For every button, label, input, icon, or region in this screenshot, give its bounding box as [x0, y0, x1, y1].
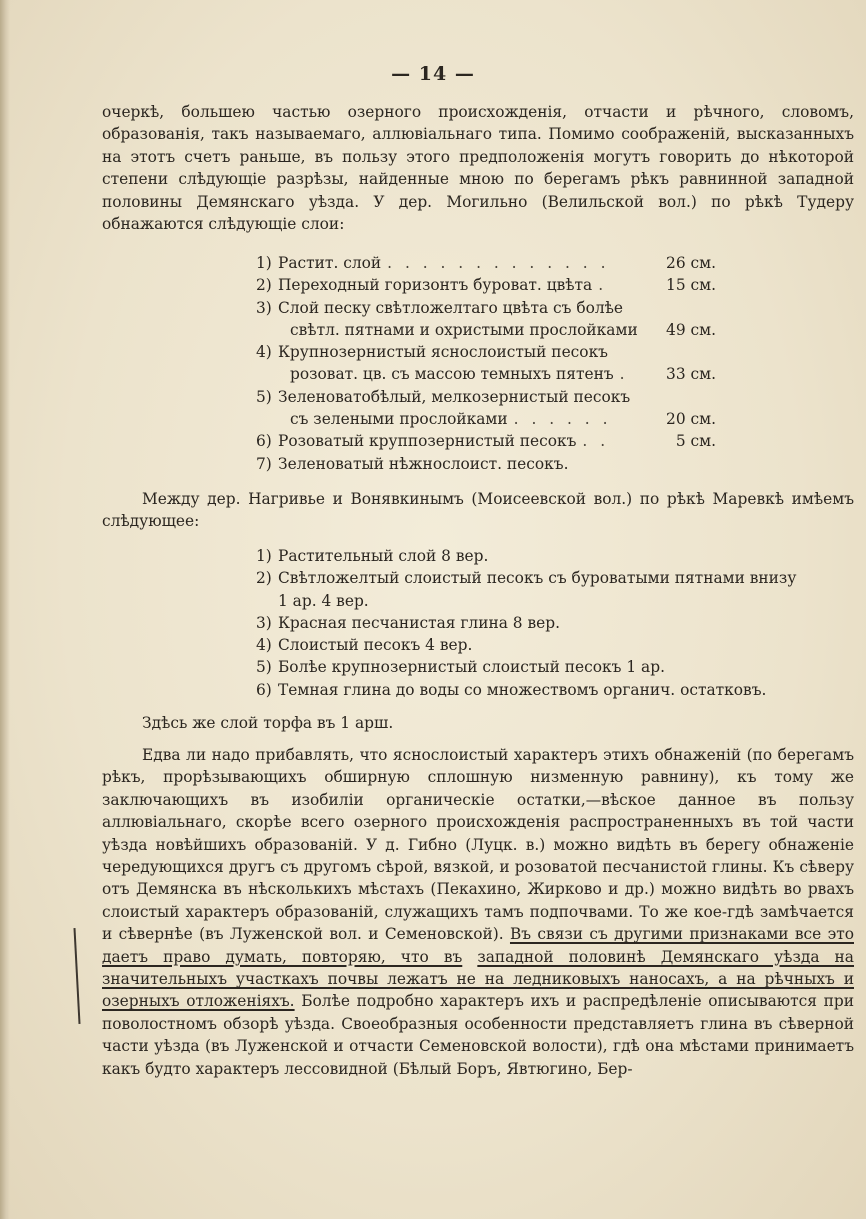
list-item [256, 545, 852, 567]
list-item-value: 20 см. [666, 410, 716, 429]
list-item-number: 4) [256, 636, 272, 655]
page-number: — 14 — [391, 63, 475, 85]
leader-dots: . . [582, 432, 610, 451]
list-item-text: Слоистый песокъ 4 вер. [278, 636, 473, 655]
list-item-value: 33 см. [666, 365, 716, 384]
list-item-continuation [256, 590, 852, 612]
list-item [256, 341, 716, 363]
paragraph-discussion [102, 744, 854, 1080]
list-item-text: Розоватый круппозернистый песокъ [278, 432, 577, 451]
list-item-text: Свѣтложелтый слоистый песокъ съ буроватыми пятнами внизу [278, 569, 797, 588]
list-item-text: розоват. цв. съ массою темныхъ пятенъ [290, 365, 614, 384]
leader-dots: . . . . . . . . . . . . . [387, 254, 610, 272]
paragraph-maravka: Между дер. Нагривье и Вонявкинымъ (Моисеевской вол.) по рѣкѣ Маревкѣ имѣемъ слѣдующее: [102, 490, 854, 531]
list-item-number: 7) [256, 454, 272, 473]
paragraph-text: Едва ли надо прибавлять, что яснослоистый характеръ этихъ обнаженій (по берегамъ рѣкъ, прорѣзывающихъ обширную сплошную низменную равнину), къ тому же заключающихъ въ изобиліи органическіе остатки,—вѣское данное въ пользу аллювіальнаго, скорѣе всего озерного происхожденія распространенныхъ въ той части уѣзда новѣйшихъ образованій. У д. Гибно (Луцк. в.) можно видѣть въ берегу обнаженіе чередующихся другъ съ другомъ сѣрой, вязкой, и розоватой песчанистой глины. Къ сѣверу отъ Демянска въ нѣсколькихъ мѣстахъ (Пекахино, Жирково и др.) можно видѣть во рвахъ слоистый характеръ образованій, служащихъ тамъ подпочвами. То же кое-гдѣ замѣчается и сѣвернѣе (въ Луженской вол. и Семеновской). [102, 746, 854, 944]
list-item-text: Переходный горизонтъ буроват. цвѣта [278, 276, 593, 295]
list-item [256, 567, 852, 589]
underlined-passage: западной половинѣ Демянскаго уѣзда на значительныхъ участкахъ почвы лежатъ не на ледниковыхъ наносахъ, а на рѣчныхъ и озерныхъ отложеніяхъ. [102, 947, 854, 1011]
leader-dots: . [619, 365, 629, 384]
list-item-number: 3) [256, 613, 272, 632]
list-item-number: 2) [256, 276, 272, 295]
list-item-text: свѣтл. пятнами и охристыми прослойками [290, 320, 638, 339]
list-item-text: Зеленоватобѣлый, мелкозернистый песокъ [278, 387, 631, 406]
paragraph-intro: очеркѣ, большею частью озерного происхожденія, отчасти и рѣчного, словомъ, образованія, такъ называемаго, аллювіальнаго типа. Помимо соображеній, высказанныхъ на этотъ счетъ раньше, въ пользу этого предположенія могутъ говорить до нѣкоторой степени слѣдующіе разрѣзы, найденные мною по берегамъ рѣкъ равнинной западной половины Демянскаго уѣзда. У дер. Могильно (Велильской вол.) по рѣкѣ Тудеру обнажаются слѣдующіе слои: [102, 103, 854, 234]
leader-dots: . . . . . . [513, 410, 612, 429]
list-item [256, 297, 716, 319]
list-item [256, 430, 716, 452]
list-item-value: 49 см. [666, 320, 716, 339]
list-item [256, 386, 716, 408]
underlined-passage: Въ связи съ другими признаками все это даетъ право думать, повторяю, что въ [102, 925, 854, 966]
soil-layers-list-nagrivye [256, 545, 852, 701]
paragraph-text: Болѣе подробно характеръ ихъ и распредѣленіе описываются при поволостномъ обзорѣ уѣзда. Своеобразныя особенности представляетъ глина въ сѣверной части уѣзда (въ Луженской и отчасти Семеновской волости), гдѣ она мѣстами принимаетъ какъ будто характеръ лессовидной (Бѣлый Боръ, Явтюгино, Бер- [102, 992, 854, 1078]
list-item-continuation [256, 363, 716, 385]
list-item-text: Растит. слой [278, 254, 382, 272]
list-item-text: Растительный слой 8 вер. [278, 547, 489, 565]
list-item-continuation [256, 319, 716, 341]
leader-dots: . [598, 276, 608, 295]
list-item-value: 5 см. [675, 432, 716, 451]
list-item [256, 679, 852, 701]
list-item [256, 634, 852, 656]
list-item-value: 15 см. [666, 276, 716, 295]
list-item-text: Темная глина до воды со множествомъ органич. остатковъ. [278, 680, 767, 699]
list-item-number: 1) [256, 547, 272, 565]
list-item-value: 26 см. [666, 254, 716, 272]
list-item-text: Красная песчанистая глина 8 вер. [278, 613, 560, 632]
list-item-number: 5) [256, 658, 272, 677]
list-item-continuation [256, 408, 716, 430]
paragraph-peat-note: Здѣсь же слой торфа въ 1 арш. [142, 714, 394, 732]
list-item-text: Болѣе крупнозернистый слоистый песокъ 1 ар. [278, 658, 665, 677]
pencil-margin-mark [73, 928, 80, 1024]
list-item-number: 2) [256, 569, 272, 588]
page-fold-shadow [0, 0, 10, 1219]
list-item-number: 5) [256, 387, 272, 406]
list-item [256, 453, 716, 475]
list-item-number: 4) [256, 343, 272, 362]
soil-layers-list-mogilno [256, 252, 716, 475]
list-item [256, 612, 852, 634]
list-item-number: 6) [256, 432, 272, 451]
list-item-text: съ зелеными прослойками [290, 410, 508, 429]
list-item-number: 1) [256, 254, 272, 272]
list-item [256, 656, 852, 678]
list-item [256, 274, 716, 296]
list-item-number: 3) [256, 298, 272, 317]
list-item-text: Крупнозернистый яснослоистый песокъ [278, 343, 608, 362]
list-item-text: Слой песку свѣтложелтаго цвѣта съ болѣе [278, 298, 624, 317]
list-item-number: 6) [256, 680, 272, 699]
list-item-text: 1 ар. 4 вер. [278, 591, 369, 610]
list-item-text: Зеленоватый нѣжнослоист. песокъ. [278, 454, 569, 473]
list-item [256, 252, 716, 274]
